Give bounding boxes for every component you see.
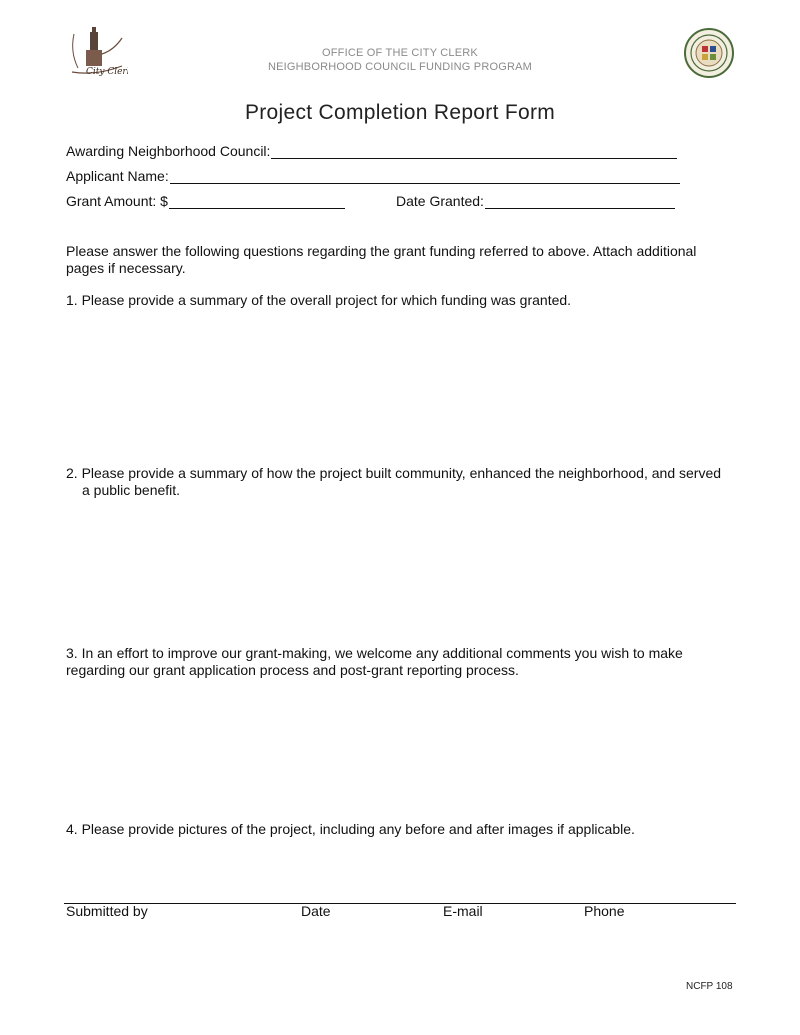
question-1: 1. Please provide a summary of the overall project for which funding was granted. [66, 292, 572, 308]
applicant-input-line[interactable] [170, 168, 680, 184]
council-input-line[interactable] [271, 143, 677, 159]
question-3: 3. In an effort to improve our grant-making, we welcome any additional comments you wish to make regarding our grant application process and post-grant reporting process. [66, 645, 683, 678]
applicant-label: Applicant Name: [66, 168, 169, 184]
council-field [66, 143, 677, 159]
header-program-line: NEIGHBORHOOD COUNCIL FUNDING PROGRAM [267, 61, 533, 73]
council-label: Awarding Neighborhood Council: [66, 143, 271, 159]
date-granted-field [396, 193, 675, 209]
date-label: Date [301, 903, 331, 919]
intro-paragraph: Please answer the following questions regarding the grant funding referred to above. Attach additional pages if necessary. [66, 243, 697, 276]
grant-amount-input-line[interactable] [169, 193, 345, 209]
signature-line [64, 903, 736, 904]
grant-amount-field [66, 193, 345, 209]
page-title: Project Completion Report Form [244, 101, 556, 124]
date-granted-input-line[interactable] [485, 193, 675, 209]
grant-amount-label: Grant Amount: $ [66, 193, 168, 209]
header-office-line: OFFICE OF THE CITY CLERK [322, 47, 478, 59]
question-4: 4. Please provide pictures of the project, including any before and after images if applicable. [66, 821, 635, 837]
email-label: E-mail [443, 903, 483, 919]
form-code: NCFP 108 [686, 981, 733, 992]
submitted-by-label: Submitted by [66, 903, 148, 919]
applicant-field [66, 168, 680, 184]
date-granted-label: Date Granted: [396, 193, 484, 209]
question-2: 2. Please provide a summary of how the project built community, enhanced the neighborhood, and served a public benefit. [66, 465, 722, 498]
logo-left-text: City Clerk [86, 67, 128, 77]
phone-label: Phone [584, 903, 625, 919]
